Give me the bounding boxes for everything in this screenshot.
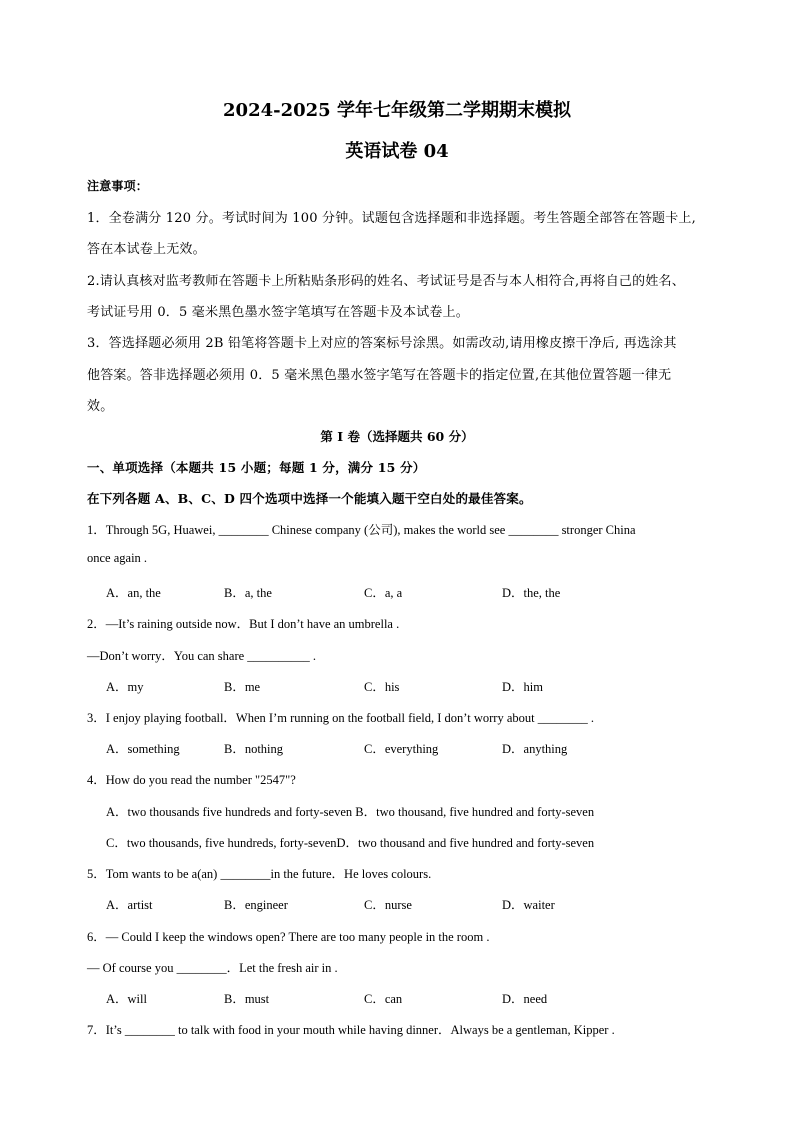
q2-option-b: B．me [224, 680, 261, 694]
q3-option-d: D．anything [502, 742, 568, 756]
notice-line: 3．答选择题必须用 2B 铅笔将答题卡上对应的答案标号涂黑。如需改动,请用橡皮擦干净后, 再选涂其 [87, 336, 677, 351]
q1-option-b: B．a, the [224, 586, 272, 600]
q3-option-c: C．everything [364, 742, 439, 756]
q1-option-a: A．an, the [106, 586, 161, 600]
q5-option-b: B．engineer [224, 898, 288, 912]
section-instruction: 在下列各题 A、B、C、D 四个选项中选择一个能填入题干空白处的最佳答案。 [87, 491, 532, 506]
notice-line: 他答案。答非选择题必须用 0．5 毫米黑色墨水签字笔写在答题卡的指定位置,在其他位置答题一律无 [87, 368, 672, 383]
notice-heading: 注意事项： [87, 179, 149, 193]
question-6: 6．— Could I keep the windows open? There are too many people in the room . [87, 930, 490, 944]
exam-subtitle: 英语试卷 04 [345, 141, 449, 162]
q3-option-a: A．something [106, 742, 180, 756]
question-5: 5．Tom wants to be a(an) ________in the future．He loves colours. [87, 867, 432, 881]
q4-options-row-1: A．two thousands five hundreds and forty-seven B．two thousand, five hundred and forty-seven [106, 805, 595, 819]
question-4: 4．How do you read the number "2547"? [87, 773, 296, 787]
question-1-cont: once again . [87, 551, 148, 565]
question-2: 2．—It’s raining outside now．But I don’t have an umbrella . [87, 617, 400, 631]
q6-option-c: C．can [364, 992, 403, 1006]
q2-option-c: C．his [364, 680, 400, 694]
notice-line: 1．全卷满分 120 分。考试时间为 100 分钟。试题包含选择题和非选择题。考生答题全部答在答题卡上, [87, 211, 696, 226]
part-title: 第 I 卷（选择题共 60 分） [320, 429, 474, 444]
q6-option-a: A．will [106, 992, 147, 1006]
q6-option-d: D．need [502, 992, 548, 1006]
notice-line: 效。 [87, 399, 114, 414]
section-title: 一、单项选择（本题共 15 小题；每题 1 分，满分 15 分） [87, 460, 426, 475]
question-3: 3．I enjoy playing football．When I’m running on the football field, I don’t worry about ________ . [87, 711, 594, 725]
question-7: 7．It’s ________ to talk with food in your mouth while having dinner．Always be a gentleman, Kipper . [87, 1023, 615, 1037]
q5-option-a: A．artist [106, 898, 153, 912]
notice-line: 答在本试卷上无效。 [87, 242, 206, 257]
q5-option-d: D．waiter [502, 898, 555, 912]
exam-title: 2024-2025 学年七年级第二学期期末模拟 [223, 100, 571, 121]
notice-line: 考试证号用 0．5 毫米黑色墨水签字笔填写在答题卡及本试卷上。 [87, 305, 470, 320]
question-1: 1．Through 5G, Huawei, ________ Chinese company (公司), makes the world see ________ stronger China [87, 523, 636, 537]
question-6-cont: — Of course you ________．Let the fresh air in . [87, 961, 338, 975]
q2-option-a: A．my [106, 680, 144, 694]
question-2-cont: —Don’t worry．You can share __________ . [87, 649, 317, 663]
q2-option-d: D．him [502, 680, 543, 694]
q5-option-c: C．nurse [364, 898, 412, 912]
q1-option-c: C．a, a [364, 586, 403, 600]
q1-option-d: D．the, the [502, 586, 561, 600]
q4-options-row-2: C．two thousands, five hundreds, forty-sevenD．two thousand and five hundred and forty-seven [106, 836, 595, 850]
q6-option-b: B．must [224, 992, 270, 1006]
q3-option-b: B．nothing [224, 742, 284, 756]
notice-line: 2.请认真核对监考教师在答题卡上所粘贴条形码的姓名、考试证号是否与本人相符合,再将自己的姓名、 [87, 274, 685, 289]
